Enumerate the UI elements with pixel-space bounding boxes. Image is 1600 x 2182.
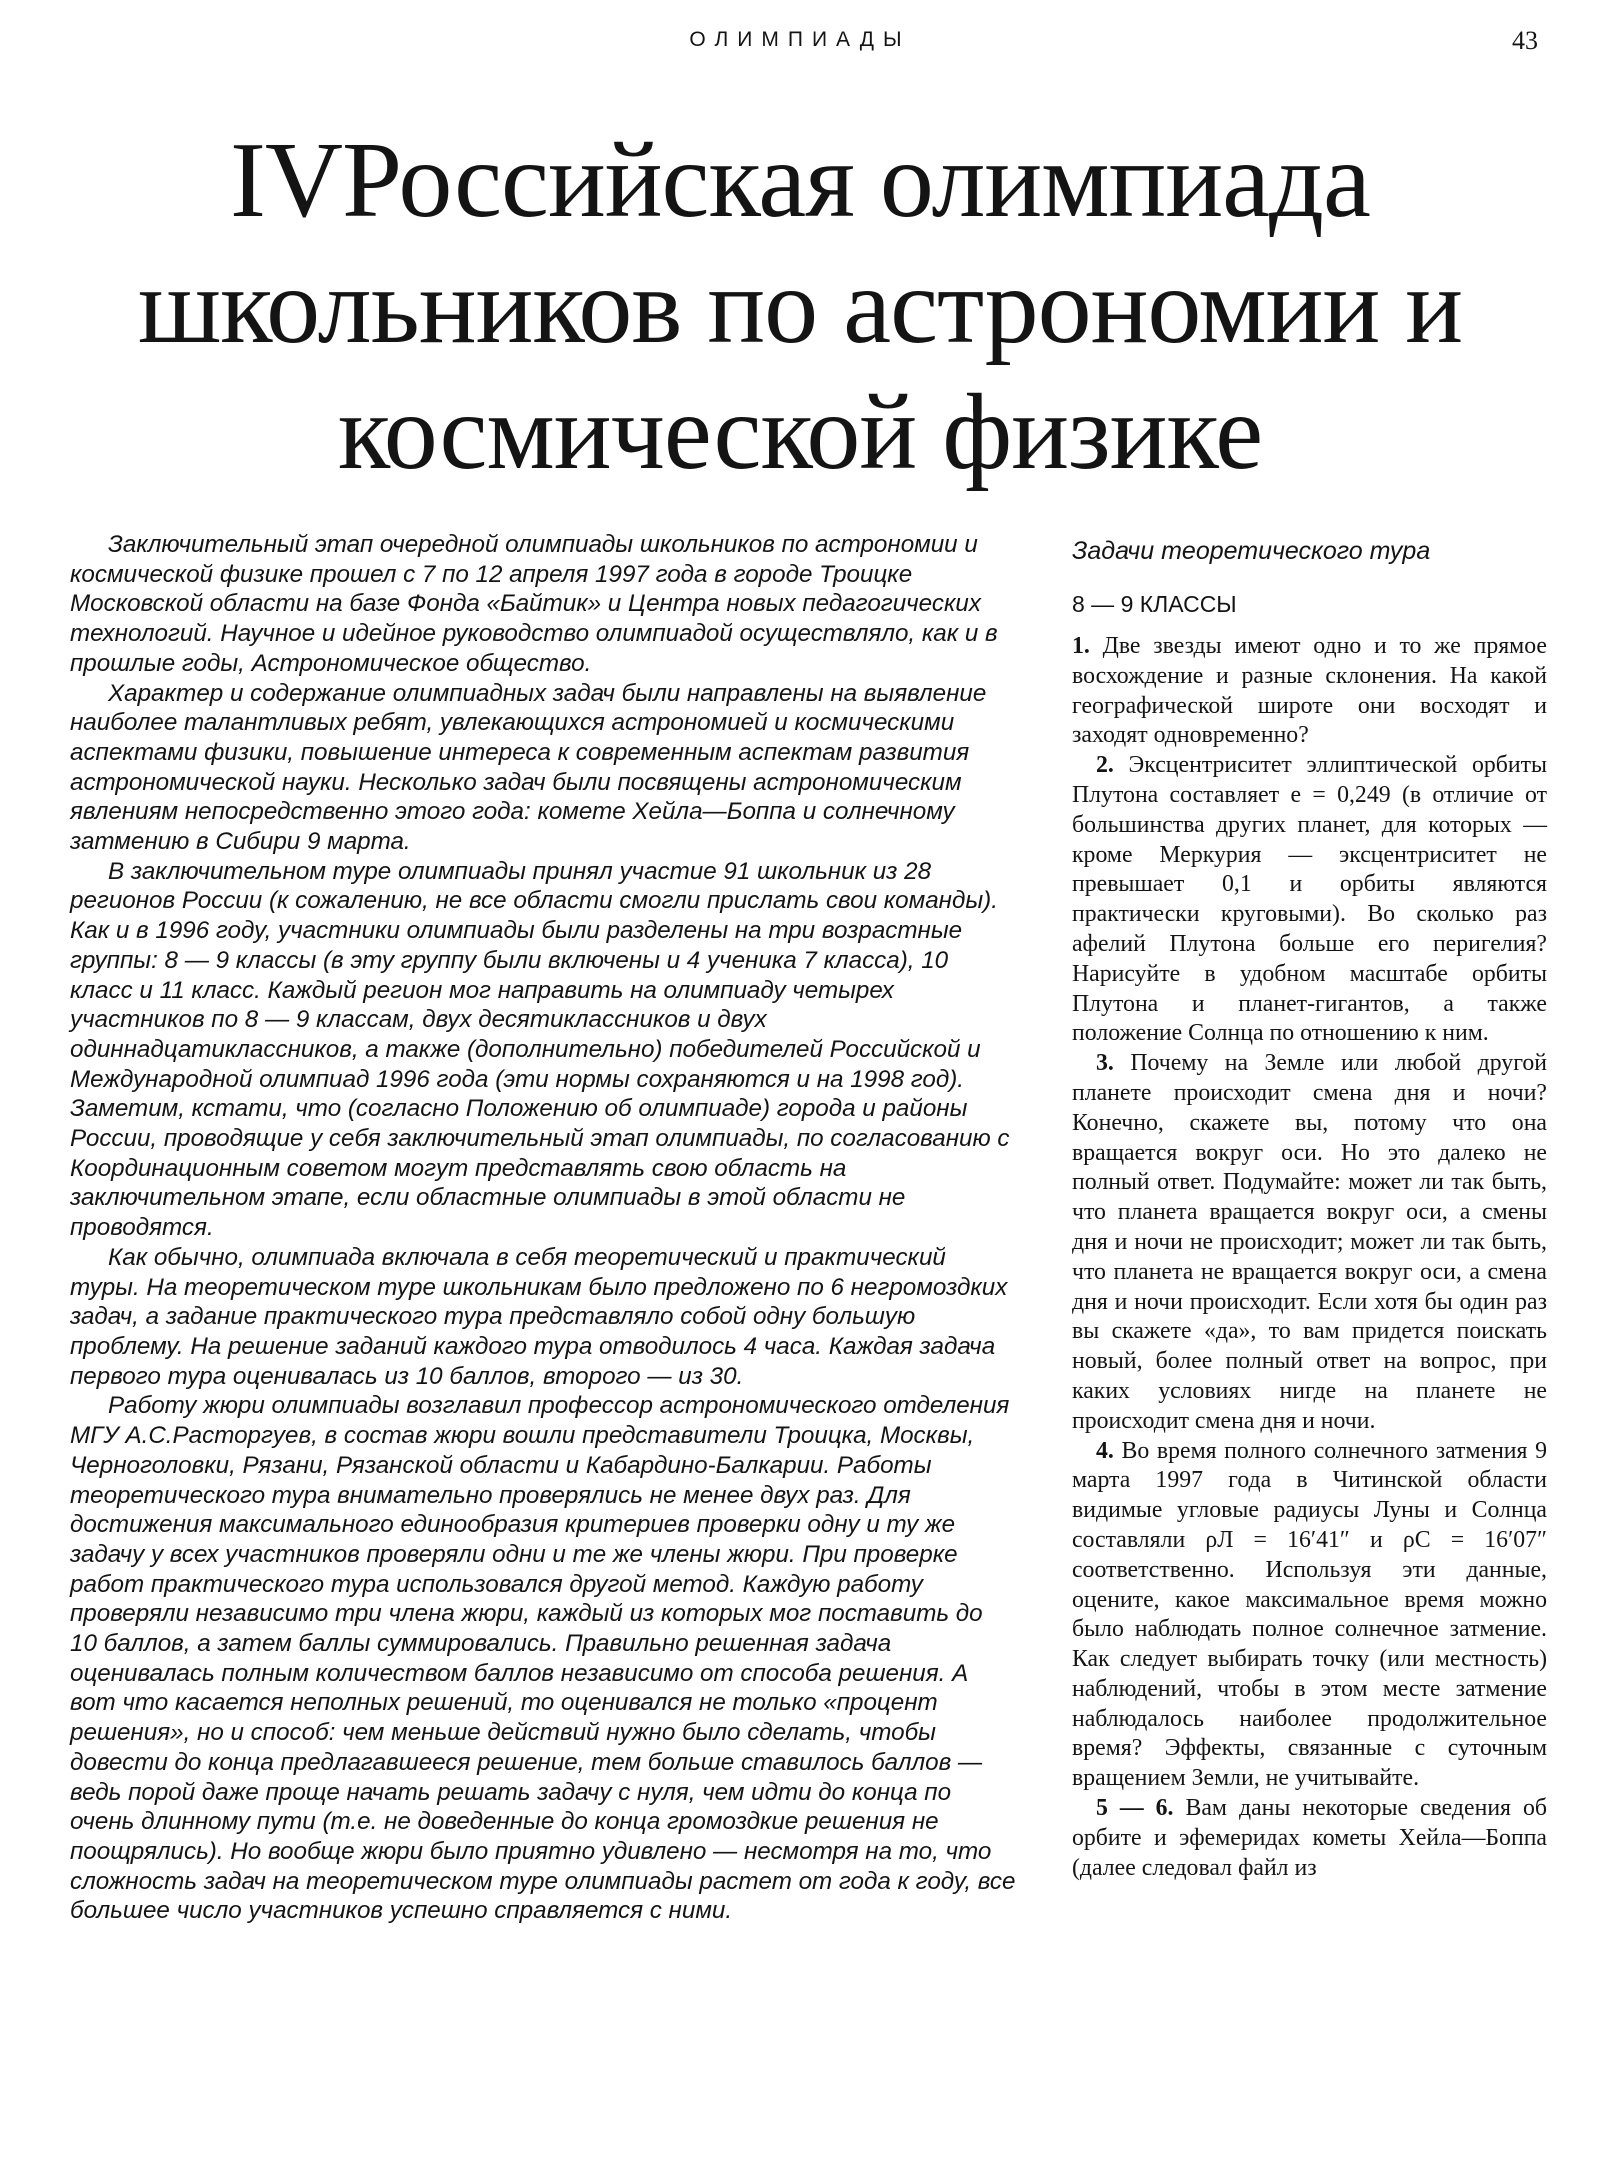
header-rubric: ОЛИМПИАДЫ — [689, 28, 911, 51]
intro-paragraph: Работу жюри олимпиады возглавил профессор астрономического отделения МГУ А.С.Расторгуев, в состав жюри вошли представители Троицка, Москвы, Черноголовки, Рязани, Рязанской области и Кабардино-Балкарии. Работы теоретического тура внимательно проверялись не менее двух раз. Для достижения максимального единообразия критериев проверки одну и ту же задачу у всех участников проверяли одни и те же члены жюри. При проверке работ практического тура использовался другой метод. Каждую работу проверяли независимо три члена жюри, каждый из которых мог поставить до 10 баллов, а затем баллы суммировались. Правильно решенная задача оценивалась полным количеством баллов независимо от способа решения. А вот что касается неполных решений, то оценивался не только «процент решения», но и способ: чем меньше действий нужно было сделать, чтобы довести до конца предлагавшееся решение, тем больше ставилось баллов — ведь порой даже проще начать решать задачу с нуля, чем идти до конца по очень длинному пути (т.е. не доведенные до конца громоздкие решения не поощрялись). Но вообще жюри было приятно удивлено — несмотря на то, что сложность задач на теоретическом туре олимпиады растет от года к году, все большее число участников успешно справляется с ними. — [70, 1392, 1016, 1925]
intro-paragraph: В заключительном туре олимпиады принял участие 91 школьник из 28 регионов России (к сожалению, не все области смогли прислать свои команды). Как и в 1996 году, участники олимпиады были разделены на три возрастные группы: 8 — 9 классы (в эту группу были включены и 4 ученика 7 класса), 10 класс и 11 класс. Каждый регион мог направить на олимпиаду четырех участников по 8 — 9 классам, двух десятиклассников и двух одиннадцатиклассников, а также (дополнительно) победителей Российской и Международной олимпиад 1996 года (эти нормы сохраняются и на 1998 год). Заметим, кстати, что (согласно Положению об олимпиаде) города и районы России, проводящие у себя заключительный этап олимпиады, по согласованию с Координационным советом могут представлять свою область на заключительном этапе, если областные олимпиады в этой области не проводятся. — [70, 857, 1010, 1242]
grade-heading: 8 — 9 КЛАССЫ — [1072, 591, 1237, 617]
task-item — [1072, 751, 1547, 1049]
task-number: 3. — [1096, 1050, 1114, 1077]
tasks-column — [1072, 536, 1547, 1883]
intro-paragraph: Характер и содержание олимпиадных задач были направлены на выявление наиболее талантливых ребят, увлекающихся астрономией и космическими аспектами физики, повышение интереса к современным аспектам развития астрономической науки. Несколько задач были посвящены астрономическим явлениям непосредственно этого года: комете Хейла—Боппа и солнечному затмению в Сибири 9 марта. — [70, 679, 987, 856]
page-number: 43 — [1512, 26, 1538, 55]
intro-paragraph: Как обычно, олимпиада включала в себя теоретический и практический туры. На теоретическом туре школьникам было предложено по 6 негромоздких задач, а задание практического тура представляло собой одну большую проблему. На решение заданий каждого тура отводилось 4 часа. Каждая задача первого тура оценивалась из 10 баллов, второго — из 30. — [70, 1243, 1008, 1390]
task-text: Во время полного солнечного затмения 9 марта 1997 года в Читинской области видимые угловые радиусы Луны и Солнца составляли ρЛ = 16′41″ и ρС = 16′07″ соответственно. Используя эти данные, оцените, какое максимальное время можно было наблюдать полное солнечное затмение. Как следует выбирать точку (или местность) наблюдений, чтобы в этом месте затмение наблюдалось наиболее продолжительное время? Эффекты, связанные с суточным вращением Земли, не учитывайте. — [1072, 1437, 1547, 1792]
task-text: Эксцентриситет эллиптической орбиты Плутона составляет e = 0,249 (в отличие от большинства других планет, для которых — кроме Меркурия — эксцентриситет не превышает 0,1 и орбиты являются практически круговыми). Во сколько раз афелий Плутона больше его перигелия? Нарисуйте в удобном масштабе орбиты Плутона и планет-гигантов, а также положение Солнца по отношению к ним. — [1072, 752, 1547, 1047]
task-text: Вам даны некоторые сведения об орбите и эфемеридах кометы Хейла—Боппа (далее следовал файл из — [1072, 1795, 1547, 1881]
task-item — [1072, 1049, 1547, 1436]
tasks-heading: Задачи теоретического тура — [1072, 537, 1431, 565]
task-number: 2. — [1096, 752, 1114, 779]
title-line: IVРоссийская олимпиада — [230, 121, 1370, 240]
task-item — [1072, 1794, 1547, 1883]
task-number: 4. — [1096, 1437, 1114, 1464]
task-item — [1072, 632, 1547, 751]
intro-paragraph: Заключительный этап очередной олимпиады школьников по астрономии и космической физике прошел с 7 по 12 апреля 1997 года в городе Троицке Московской области на базе Фонда «Байтик» и Центра новых педагогических технологий. Научное и идейное руководство олимпиадой осуществляло, как и в прошлые годы, Астрономическое общество. — [70, 531, 998, 677]
task-text: Почему на Земле или любой другой планете происходит смена дня и ночи? Конечно, скажете вы, потому что она вращается вокруг оси. Но это далеко не полный ответ. Подумайте: может ли так быть, что планета вращается вокруг оси, а смены дня и ночи не происходит; может ли так быть, что планета не вращается вокруг оси, а смена дня и ночи происходит. Если хотя бы один раз вы скажете «да», то вам придется поискать новый, более полный ответ на вопрос, при каких условиях нигде на планете не происходит смена дня и ночи. — [1072, 1050, 1547, 1434]
task-item — [1072, 1437, 1547, 1795]
task-text: Две звезды имеют одно и то же прямое восхождение и разные склонения. На какой географической широте они восходят и заходят одновременно? — [1072, 633, 1547, 749]
article-title — [100, 118, 1500, 496]
task-number: 5 — 6. — [1096, 1795, 1174, 1822]
task-number: 1. — [1072, 633, 1090, 659]
title-line: космической физике — [337, 373, 1263, 492]
title-line: школьников по астрономии и — [137, 247, 1463, 366]
intro-column — [70, 530, 1016, 1926]
